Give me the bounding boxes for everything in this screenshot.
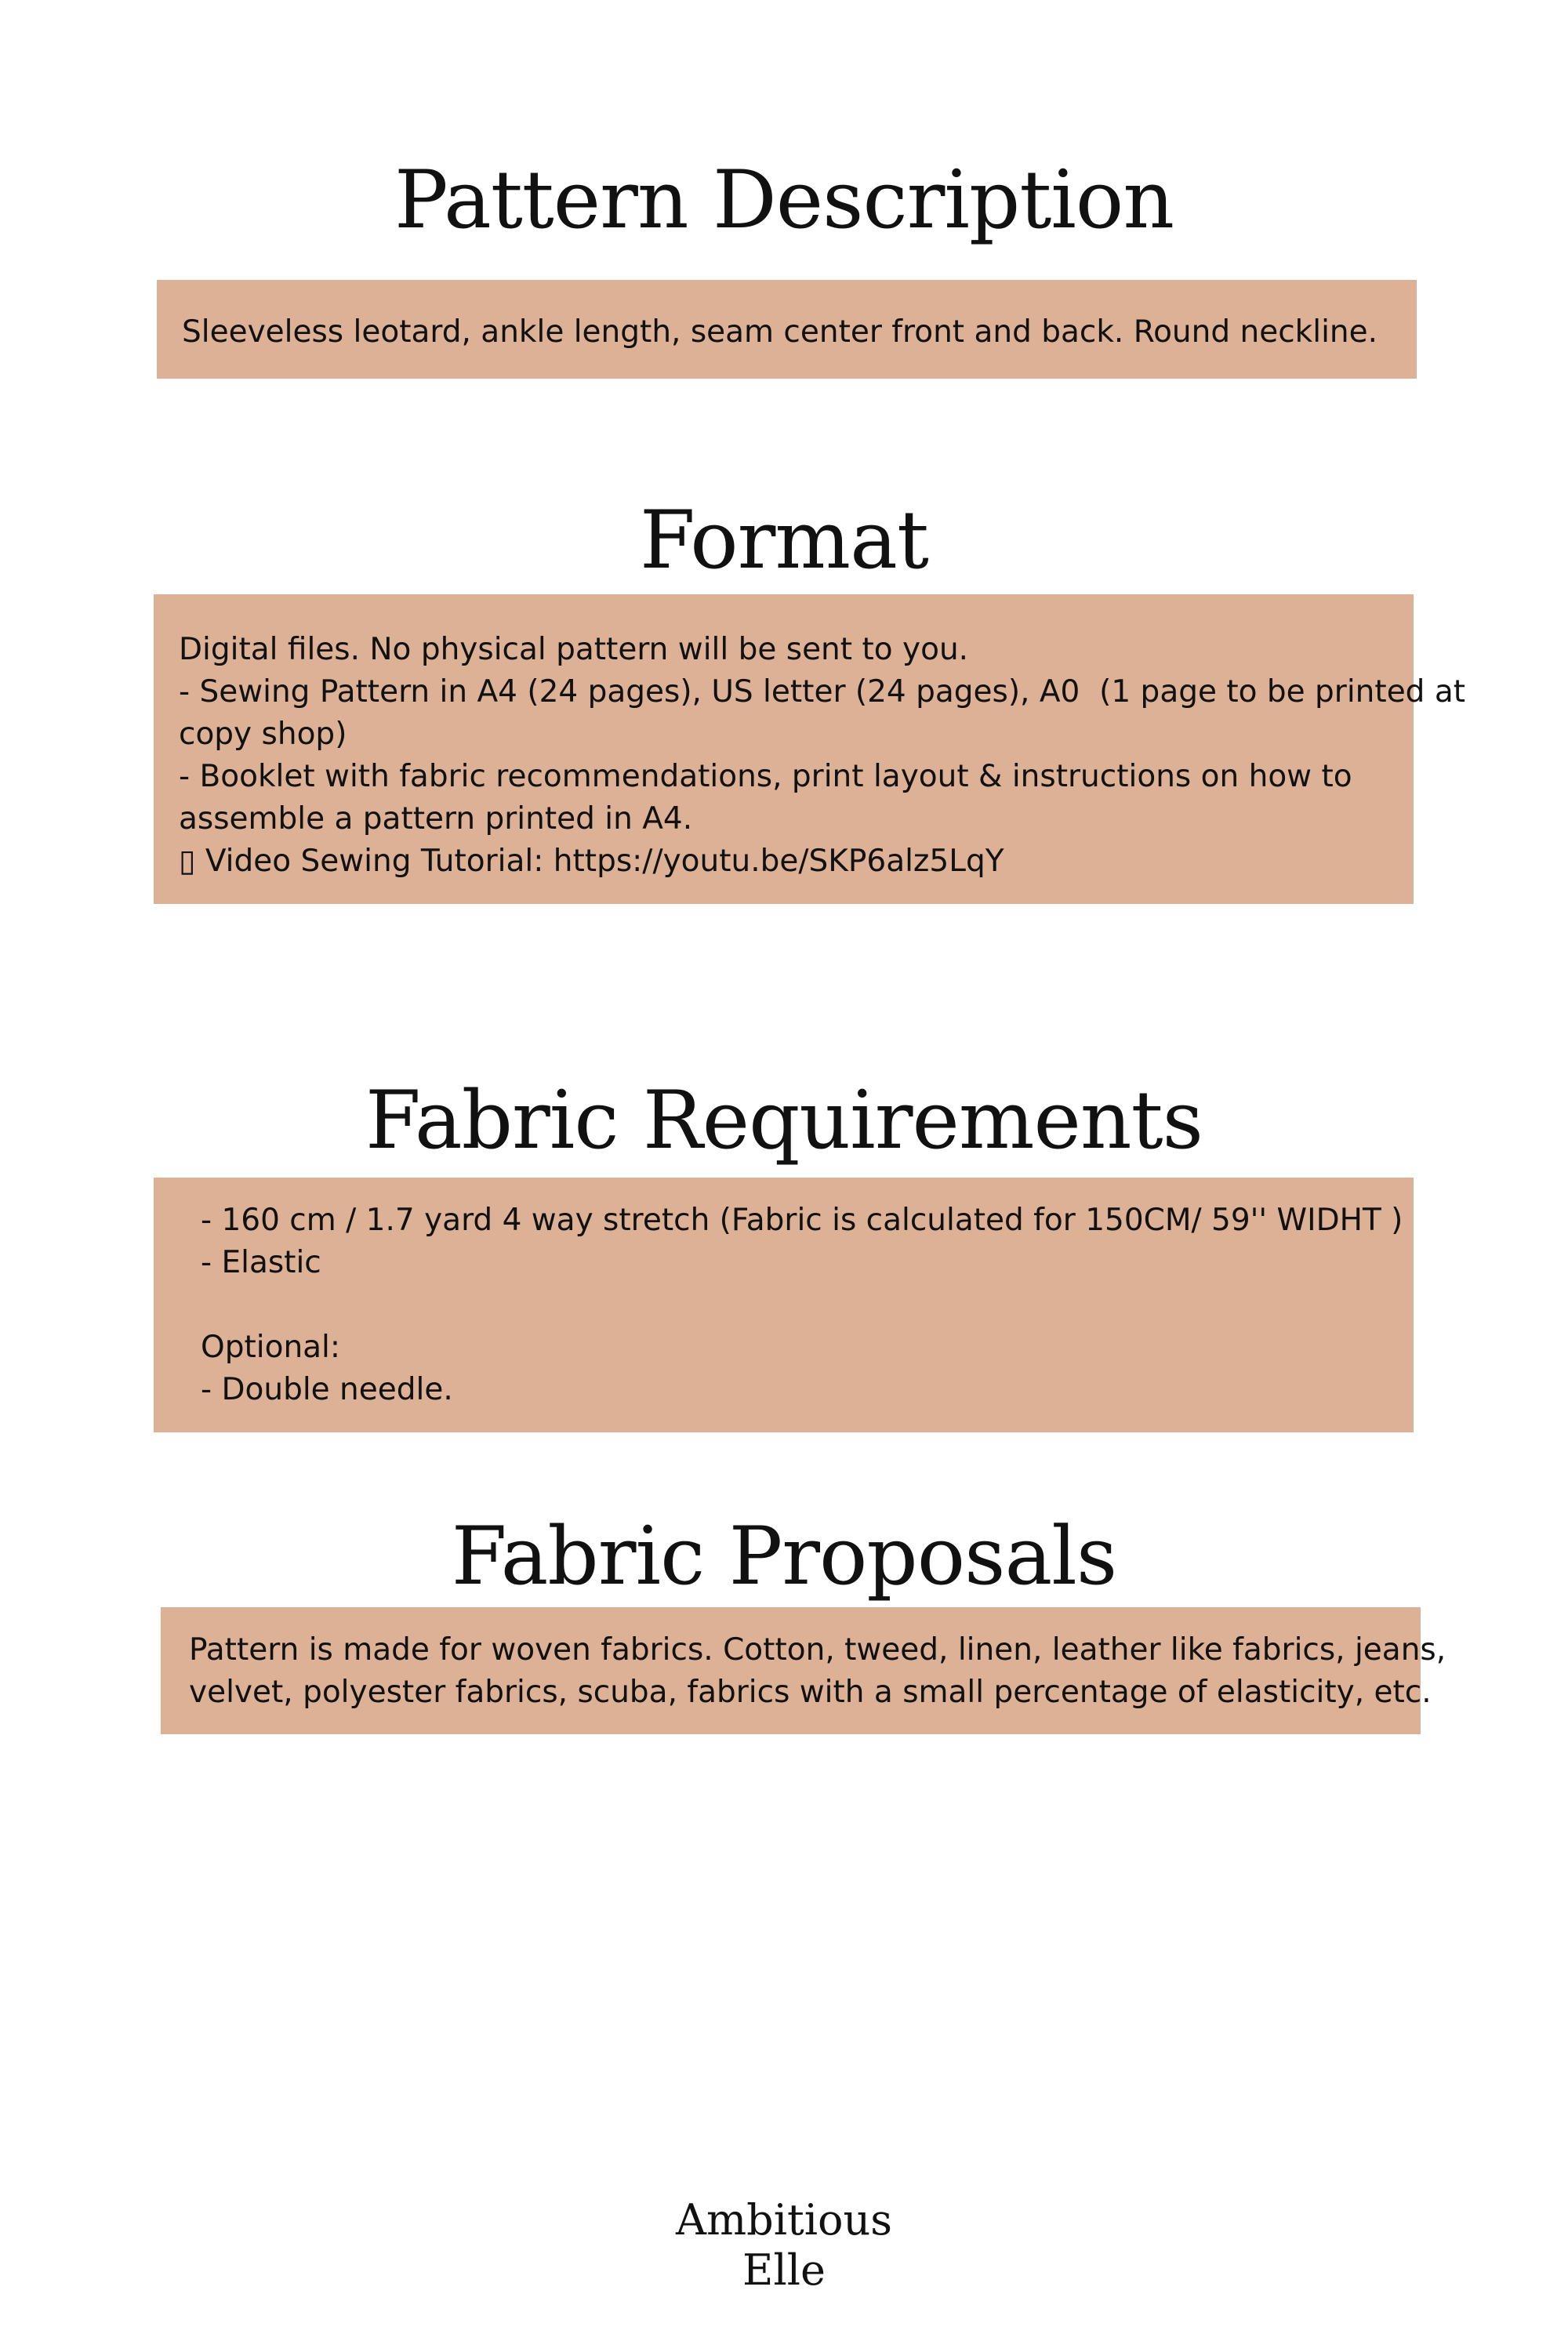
description-line: Sleeveless leotard, ankle length, seam center front and back. Round neckline. [182,314,1378,350]
requirements-line: Optional: [201,1330,341,1365]
brand-footer [0,2195,1568,2296]
format-line: assemble a pattern printed in A4. [179,801,693,837]
requirements-line [201,1284,1367,1327]
format-heading: Format [640,494,928,587]
brand-name-line-1: Ambitious [675,2195,892,2245]
fabric-proposals-box [161,1607,1446,1734]
format-line: copy shop) [179,717,347,752]
format-line: - Booklet with fabric recommendations, print layout & instructions on how to [179,759,1352,794]
requirements-line: - Double needle. [201,1372,453,1407]
proposals-line: velvet, polyester fabrics, scuba, fabrics with a small percentage of elasticity, etc. [189,1675,1432,1710]
brand-name-line-2: Elle [742,2245,826,2295]
format-line: - Sewing Pattern in A4 (24 pages), US letter (24 pages), A0 (1 page to be printed at [179,674,1466,710]
video-tutorial-line: ▯ Video Sewing Tutorial: https://youtu.be/SKP6alz5LqY [179,844,1004,879]
fabric-proposals-heading: Fabric Proposals [451,1510,1117,1603]
format-box [154,594,1466,904]
pattern-description-box [157,280,1417,379]
proposals-line: Pattern is made for woven fabrics. Cotton, tweed, linen, leather like fabrics, jeans, [189,1632,1446,1668]
requirements-line: - 160 cm / 1.7 yard 4 way stretch (Fabric is calculated for 150CM/ 59'' WIDHT ) [201,1203,1403,1238]
fabric-requirements-box [154,1178,1414,1432]
requirements-line: - Elastic [201,1245,321,1280]
pattern-description-heading: Pattern Description [394,154,1174,247]
fabric-requirements-heading: Fabric Requirements [365,1074,1203,1167]
format-line: Digital files. No physical pattern will be sent to you. [179,632,969,667]
